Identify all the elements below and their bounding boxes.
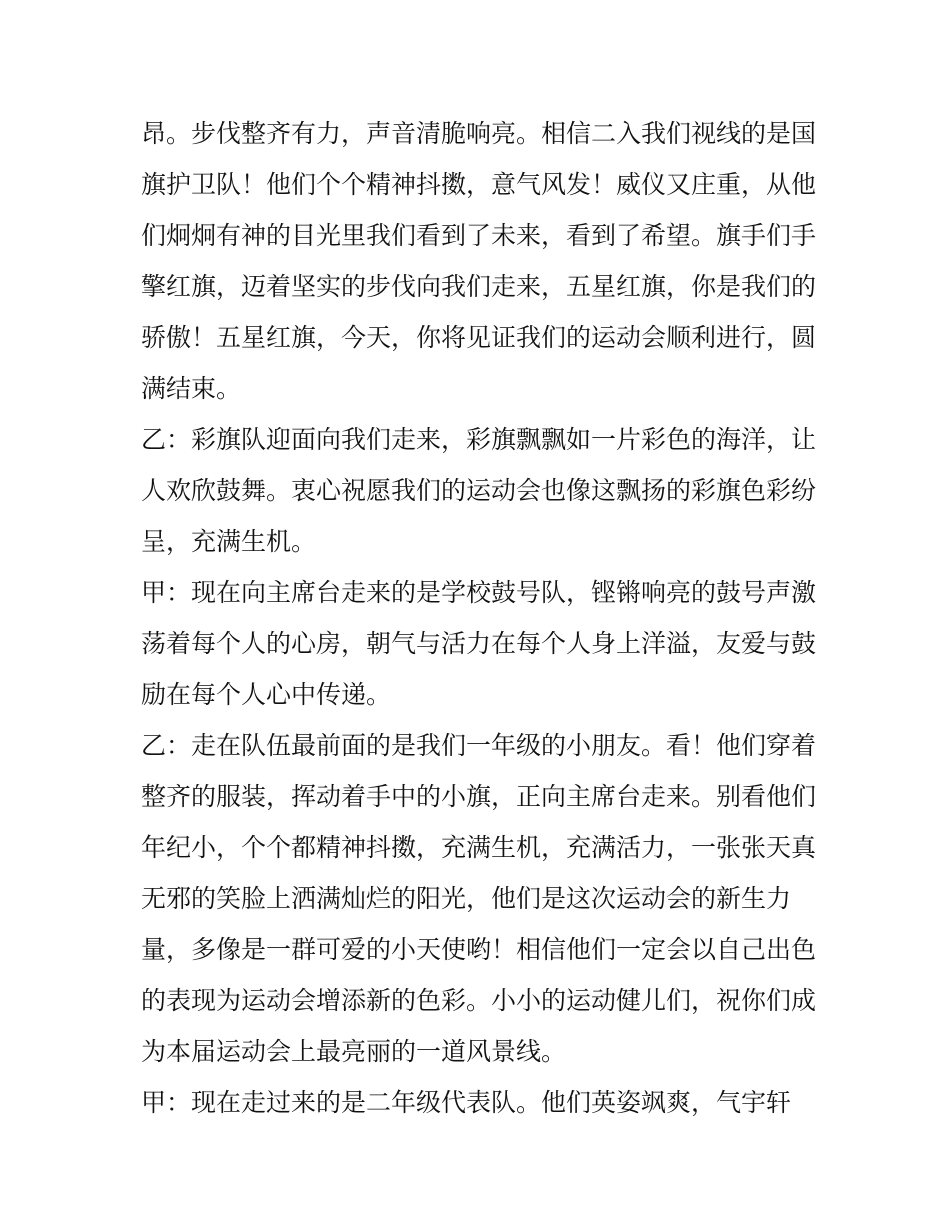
text-line: 荡着每个人的心房，朝气与活力在每个人身上洋溢，友爱与鼓 (141, 629, 817, 658)
text-line: 甲：现在走过来的是二年级代表队。他们英姿飒爽，气宇轩 (141, 1088, 792, 1117)
text-line: 量，多像是一群可爱的小天使哟！相信他们一定会以自己出色 (141, 935, 817, 964)
text-line: 甲：现在向主席台走来的是学校鼓号队，铿锵响亮的鼓号声激 (141, 578, 817, 607)
text-line: 年纪小，个个都精神抖擞，充满生机，充满活力，一张张天真 (141, 833, 817, 862)
text-line: 为本届运动会上最亮丽的一道风景线。 (141, 1037, 567, 1066)
text-line: 整齐的服装，挥动着手中的小旗，正向主席台走来。别看他们 (141, 782, 817, 811)
document-body (141, 108, 821, 1128)
text-line: 呈，充满生机。 (141, 527, 317, 556)
text-line: 昂。步伐整齐有力，声音清脆响亮。相信二入我们视线的是国 (141, 119, 817, 148)
text-line: 的表现为运动会增添新的色彩。小小的运动健儿们，祝你们成 (141, 986, 817, 1015)
text-line: 满结束。 (141, 374, 242, 403)
text-line: 励在每个人心中传递。 (141, 680, 392, 709)
text-line: 擎红旗，迈着坚实的步伐向我们走来，五星红旗，你是我们的 (141, 272, 817, 301)
text-line: 人欢欣鼓舞。衷心祝愿我们的运动会也像这飘扬的彩旗色彩纷 (141, 476, 817, 505)
text-line: 乙：走在队伍最前面的是我们一年级的小朋友。看！他们穿着 (141, 731, 817, 760)
text-line: 乙：彩旗队迎面向我们走来，彩旗飘飘如一片彩色的海洋，让 (141, 425, 817, 454)
text-line: 旗护卫队！他们个个精神抖擞，意气风发！威仪又庄重，从他 (141, 170, 817, 199)
text-line: 们炯炯有神的目光里我们看到了未来，看到了希望。旗手们手 (141, 221, 817, 250)
text-line: 骄傲！五星红旗，今天，你将见证我们的运动会顺利进行，圆 (141, 323, 817, 352)
text-line: 无邪的笑脸上洒满灿烂的阳光，他们是这次运动会的新生力 (141, 884, 792, 913)
